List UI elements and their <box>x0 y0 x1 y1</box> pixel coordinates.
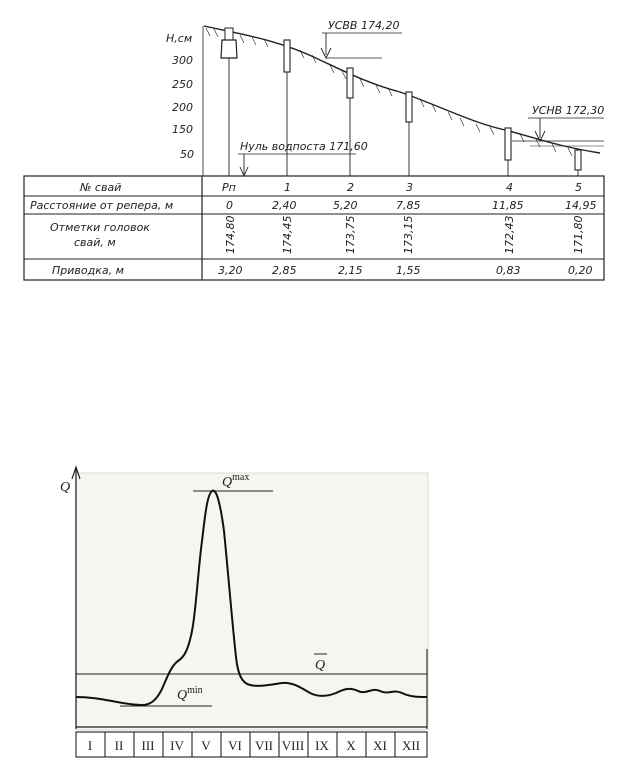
pile-name-2: 2 <box>347 181 354 194</box>
adjust-4: 0,83 <box>496 264 521 277</box>
y-tick-300: 300 <box>172 54 193 67</box>
month-label: VIII <box>281 738 305 753</box>
zero-post-label: Нуль водпоста 171,60 <box>240 140 368 153</box>
mark-3: 173,15 <box>402 215 415 254</box>
pile-3 <box>406 92 412 176</box>
pile-name-5: 5 <box>575 181 582 194</box>
distance-pn: 0 <box>226 199 233 212</box>
month-label: VII <box>254 738 274 753</box>
pile-profile-diagram <box>0 0 624 290</box>
month-label: V <box>201 738 211 753</box>
mark-2: 173,75 <box>344 215 357 254</box>
y-axis-label: Н,см <box>166 32 193 45</box>
adjust-5: 0,20 <box>568 264 593 277</box>
pile-2 <box>347 68 353 176</box>
mark-4: 172,43 <box>503 215 516 254</box>
adjust-1: 2,85 <box>272 264 297 277</box>
reference-post-pn <box>221 28 237 176</box>
month-label: IV <box>170 738 184 753</box>
q-axis-label: Q <box>60 480 71 495</box>
qmin-label: $Q^{min}$ <box>177 685 203 703</box>
month-label: VI <box>228 738 242 753</box>
month-label: I <box>87 738 93 753</box>
adjust-3: 1,55 <box>396 264 421 277</box>
qmax-label: $Q^{max}$ <box>222 472 250 490</box>
row-header-marks-1: Отметки головок <box>50 221 150 234</box>
pile-1 <box>284 40 290 176</box>
adjust-2: 2,15 <box>338 264 363 277</box>
y-tick-150: 150 <box>172 123 193 136</box>
month-label: XII <box>401 738 421 753</box>
row-header-marks-2: свай, м <box>74 236 116 249</box>
ground-slope-line <box>204 26 600 153</box>
row-header-distance: Расстояние от репера, м <box>30 199 174 212</box>
distance-1: 2,40 <box>272 199 297 212</box>
distance-5: 14,95 <box>565 199 597 212</box>
pile-name-3: 3 <box>406 181 413 194</box>
distance-3: 7,85 <box>396 199 421 212</box>
annual-hydrograph <box>0 461 624 761</box>
pile-name-pn: Pп <box>222 181 236 194</box>
month-label: II <box>114 738 124 753</box>
mark-pn: 174,80 <box>224 215 237 254</box>
month-label: III <box>141 738 155 753</box>
row-header-adjust: Приводка, м <box>52 264 124 277</box>
pile-4 <box>505 128 511 176</box>
mark-1: 174,45 <box>281 215 294 254</box>
usvv-label: УСВВ 174,20 <box>328 19 400 32</box>
pile-name-1: 1 <box>284 181 291 194</box>
row-header-pile-no: № свай <box>80 181 122 194</box>
ground-hatching <box>206 28 572 156</box>
pile-5 <box>575 150 581 176</box>
usnv-label: УСНВ 172,30 <box>532 104 605 117</box>
distance-2: 5,20 <box>333 199 358 212</box>
month-label: IX <box>315 738 329 753</box>
distance-4: 11,85 <box>492 199 524 212</box>
adjust-pn: 3,20 <box>218 264 243 277</box>
mark-5: 171,80 <box>572 215 585 254</box>
month-label: XI <box>373 738 387 753</box>
qmean-label: Q <box>315 658 326 673</box>
month-label: X <box>346 738 356 753</box>
pile-name-4: 4 <box>506 181 513 194</box>
y-tick-250: 250 <box>172 78 193 91</box>
y-tick-200: 200 <box>172 101 193 114</box>
y-tick-50: 50 <box>180 148 194 161</box>
hydrograph-frame <box>76 473 428 730</box>
